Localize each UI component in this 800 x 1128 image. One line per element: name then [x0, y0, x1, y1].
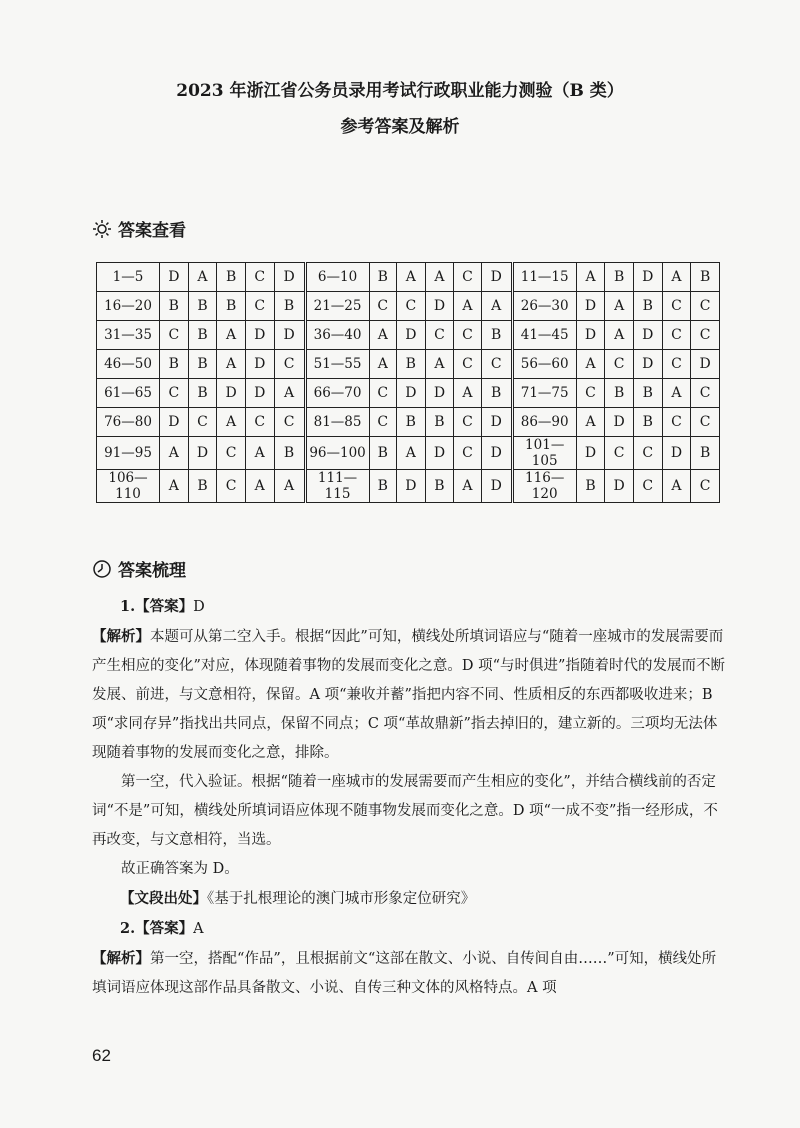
question-range: 81—85: [305, 408, 369, 437]
answer-cell: D: [160, 263, 189, 292]
answer-cell: A: [576, 408, 605, 437]
answer-cell: C: [691, 408, 720, 437]
answer-cell: D: [481, 437, 512, 470]
question-range: 76—80: [97, 408, 160, 437]
answer-cell: B: [188, 292, 217, 321]
table-row: [97, 292, 720, 321]
answer-cell: C: [245, 263, 274, 292]
question-range: 101—105: [512, 437, 576, 470]
answer-cell: B: [160, 350, 189, 379]
answer-cell: C: [454, 350, 481, 379]
answer-cell: C: [274, 408, 305, 437]
source-label: 【文段出处】: [120, 890, 207, 907]
table-row: [97, 321, 720, 350]
answer-cell: B: [425, 470, 454, 503]
answer-cell: A: [274, 470, 305, 503]
answer-cell: D: [662, 437, 691, 470]
answer-cell: D: [245, 379, 274, 408]
answer-cell: B: [425, 408, 454, 437]
answer-cell: D: [274, 321, 305, 350]
answer-cell: D: [633, 350, 662, 379]
source-text: 《基于扎根理论的澳门城市形象定位研究》: [207, 891, 476, 907]
analysis-body: [92, 592, 728, 1003]
analysis-label: 【解析】: [92, 950, 150, 967]
section-answer-view: [92, 216, 186, 241]
answer-cell: C: [245, 408, 274, 437]
answer-cell: A: [245, 437, 274, 470]
answer-cell: C: [160, 379, 189, 408]
answer-cell: A: [369, 350, 396, 379]
question-range: 31—35: [97, 321, 160, 350]
answer-cell: B: [188, 350, 217, 379]
answer-cell: D: [633, 263, 662, 292]
question-range: 111—115: [305, 470, 369, 503]
answer-cell: D: [396, 470, 425, 503]
answer-table: [96, 262, 720, 503]
answer-cell: C: [605, 437, 634, 470]
answer-label: 1.【答案】: [120, 598, 194, 615]
answer-cell: B: [274, 437, 305, 470]
answer-cell: D: [396, 379, 425, 408]
answer-cell: C: [454, 408, 481, 437]
answer-cell: C: [160, 321, 189, 350]
answer-cell: B: [160, 292, 189, 321]
answer-cell: B: [633, 408, 662, 437]
table-row: [97, 437, 720, 470]
answer-value: D: [193, 599, 205, 615]
answer-cell: B: [369, 437, 396, 470]
q1-analysis-p1: 【解析】本题可从第二空入手。根据“因此”可知，横线处所填词语应与“随着一座城市的发展需要而产生相应的变化”对应，体现随着事物的发展而变化之意。D 项“与时俱进”指随着时代的发展而不断发展、前进，与文意相符，保留。A 项“兼收并蓄”指把内容不同、性质相反的东西都吸收进来；B 项“求同存异”指找出共同点，保留不同点；C 项“革故鼎新”指去掉旧的，建立新的。三项均无法体现随着事物的发展而变化之意，排除。: [92, 628, 725, 761]
answer-cell: A: [481, 292, 512, 321]
answer-cell: A: [662, 470, 691, 503]
question-range: 91—95: [97, 437, 160, 470]
answer-cell: D: [425, 437, 454, 470]
answer-cell: C: [691, 292, 720, 321]
question-range: 71—75: [512, 379, 576, 408]
question-range: 46—50: [97, 350, 160, 379]
answer-cell: C: [662, 350, 691, 379]
question-range: 1—5: [97, 263, 160, 292]
answer-cell: C: [691, 470, 720, 503]
q1-conclusion: 故正确答案为 D。: [121, 861, 239, 877]
question-range: 56—60: [512, 350, 576, 379]
answer-cell: C: [481, 350, 512, 379]
q2-answer-line: [92, 914, 728, 944]
answer-cell: D: [481, 408, 512, 437]
answer-cell: A: [425, 263, 454, 292]
answer-cell: A: [454, 379, 481, 408]
answer-cell: B: [188, 321, 217, 350]
answer-cell: D: [425, 379, 454, 408]
q1-source-line: [92, 884, 728, 914]
answer-cell: A: [369, 321, 396, 350]
answer-cell: D: [576, 437, 605, 470]
answer-cell: A: [454, 292, 481, 321]
answer-cell: B: [188, 379, 217, 408]
answer-cell: A: [274, 379, 305, 408]
answer-cell: A: [160, 437, 189, 470]
answer-cell: D: [245, 350, 274, 379]
answer-cell: C: [369, 379, 396, 408]
question-range: 36—40: [305, 321, 369, 350]
clock-icon: [92, 559, 112, 579]
answer-label: 2.【答案】: [120, 920, 194, 937]
answer-cell: C: [454, 263, 481, 292]
answer-cell: D: [274, 263, 305, 292]
answer-cell: C: [245, 292, 274, 321]
answer-cell: C: [605, 350, 634, 379]
answer-cell: D: [217, 379, 246, 408]
answer-cell: B: [576, 470, 605, 503]
answer-cell: D: [160, 408, 189, 437]
answer-cell: C: [188, 408, 217, 437]
answer-cell: B: [481, 321, 512, 350]
answer-cell: C: [454, 321, 481, 350]
answer-cell: D: [481, 470, 512, 503]
answer-cell: B: [633, 292, 662, 321]
question-range: 86—90: [512, 408, 576, 437]
answer-cell: B: [217, 263, 246, 292]
question-range: 16—20: [97, 292, 160, 321]
answer-cell: B: [188, 470, 217, 503]
answer-cell: C: [369, 408, 396, 437]
answer-cell: C: [633, 437, 662, 470]
answer-cell: B: [396, 350, 425, 379]
answer-cell: D: [245, 321, 274, 350]
answer-cell: C: [576, 379, 605, 408]
answer-cell: B: [605, 379, 634, 408]
analysis-label: 【解析】: [92, 628, 150, 645]
answer-cell: C: [691, 321, 720, 350]
answer-cell: A: [576, 350, 605, 379]
answer-cell: D: [605, 408, 634, 437]
answer-cell: A: [576, 263, 605, 292]
answer-cell: A: [662, 263, 691, 292]
answer-cell: C: [691, 379, 720, 408]
answer-cell: D: [691, 350, 720, 379]
answer-cell: C: [369, 292, 396, 321]
answer-cell: D: [605, 470, 634, 503]
answer-cell: A: [605, 321, 634, 350]
answer-cell: A: [188, 263, 217, 292]
page-subtitle: 参考答案及解析: [340, 117, 460, 137]
question-range: 11—15: [512, 263, 576, 292]
answer-cell: B: [369, 470, 396, 503]
answer-cell: C: [425, 321, 454, 350]
answer-cell: D: [576, 292, 605, 321]
answer-cell: C: [217, 470, 246, 503]
answer-cell: A: [396, 263, 425, 292]
question-range: 66—70: [305, 379, 369, 408]
answer-cell: A: [160, 470, 189, 503]
q1-analysis-p2: 第一空，代入验证。根据“随着一座城市的发展需要而产生相应的变化”，并结合横线前的否定词“不是”可知，横线处所填词语应体现不随事物发展而变化之意。D 项“一成不变”指一经形成，不再改变，与文意相符，当选。: [92, 774, 718, 848]
table-row: [97, 470, 720, 503]
table-row: [97, 350, 720, 379]
question-range: 26—30: [512, 292, 576, 321]
question-range: 41—45: [512, 321, 576, 350]
answer-cell: A: [662, 379, 691, 408]
answer-cell: B: [274, 292, 305, 321]
answer-cell: D: [425, 292, 454, 321]
question-range: 106—110: [97, 470, 160, 503]
page-number: 62: [92, 1046, 111, 1065]
answer-cell: C: [396, 292, 425, 321]
answer-cell: A: [217, 350, 246, 379]
answer-cell: C: [633, 470, 662, 503]
answer-cell: A: [217, 321, 246, 350]
answer-cell: A: [454, 470, 481, 503]
answer-cell: C: [217, 437, 246, 470]
answer-value: A: [193, 921, 204, 937]
q1-answer-line: [92, 592, 728, 622]
answer-cell: D: [633, 321, 662, 350]
answer-cell: D: [576, 321, 605, 350]
answer-cell: C: [662, 292, 691, 321]
answer-cell: D: [396, 321, 425, 350]
answer-cell: B: [481, 379, 512, 408]
question-range: 6—10: [305, 263, 369, 292]
answer-cell: C: [454, 437, 481, 470]
answer-cell: B: [217, 292, 246, 321]
answer-cell: B: [691, 437, 720, 470]
answer-cell: B: [369, 263, 396, 292]
section-title: 答案梳理: [118, 561, 186, 581]
section-answer-review: [92, 556, 186, 581]
question-range: 21—25: [305, 292, 369, 321]
answer-cell: B: [396, 408, 425, 437]
answer-cell: B: [605, 263, 634, 292]
answer-cell: B: [633, 379, 662, 408]
answer-cell: C: [662, 408, 691, 437]
answer-cell: D: [188, 437, 217, 470]
answer-cell: D: [481, 263, 512, 292]
question-range: 116—120: [512, 470, 576, 503]
question-range: 61—65: [97, 379, 160, 408]
answer-cell: A: [425, 350, 454, 379]
answer-cell: C: [662, 321, 691, 350]
answer-cell: B: [691, 263, 720, 292]
table-row: [97, 263, 720, 292]
table-row: [97, 408, 720, 437]
page-title: 2023 年浙江省公务员录用考试行政职业能力测验（B 类）: [176, 81, 624, 101]
sun-icon: [92, 219, 112, 239]
table-row: [97, 379, 720, 408]
q2-analysis-p1: 【解析】第一空，搭配“作品”，且根据前文“这部在散文、小说、自传间自由……”可知，横线处所填词语应体现这部作品具备散文、小说、自传三种文体的风格特点。A 项: [92, 950, 717, 996]
question-range: 96—100: [305, 437, 369, 470]
question-range: 51—55: [305, 350, 369, 379]
answer-cell: A: [245, 470, 274, 503]
answer-cell: C: [274, 350, 305, 379]
answer-cell: A: [396, 437, 425, 470]
section-title: 答案查看: [118, 221, 186, 241]
answer-cell: A: [217, 408, 246, 437]
answer-cell: A: [605, 292, 634, 321]
